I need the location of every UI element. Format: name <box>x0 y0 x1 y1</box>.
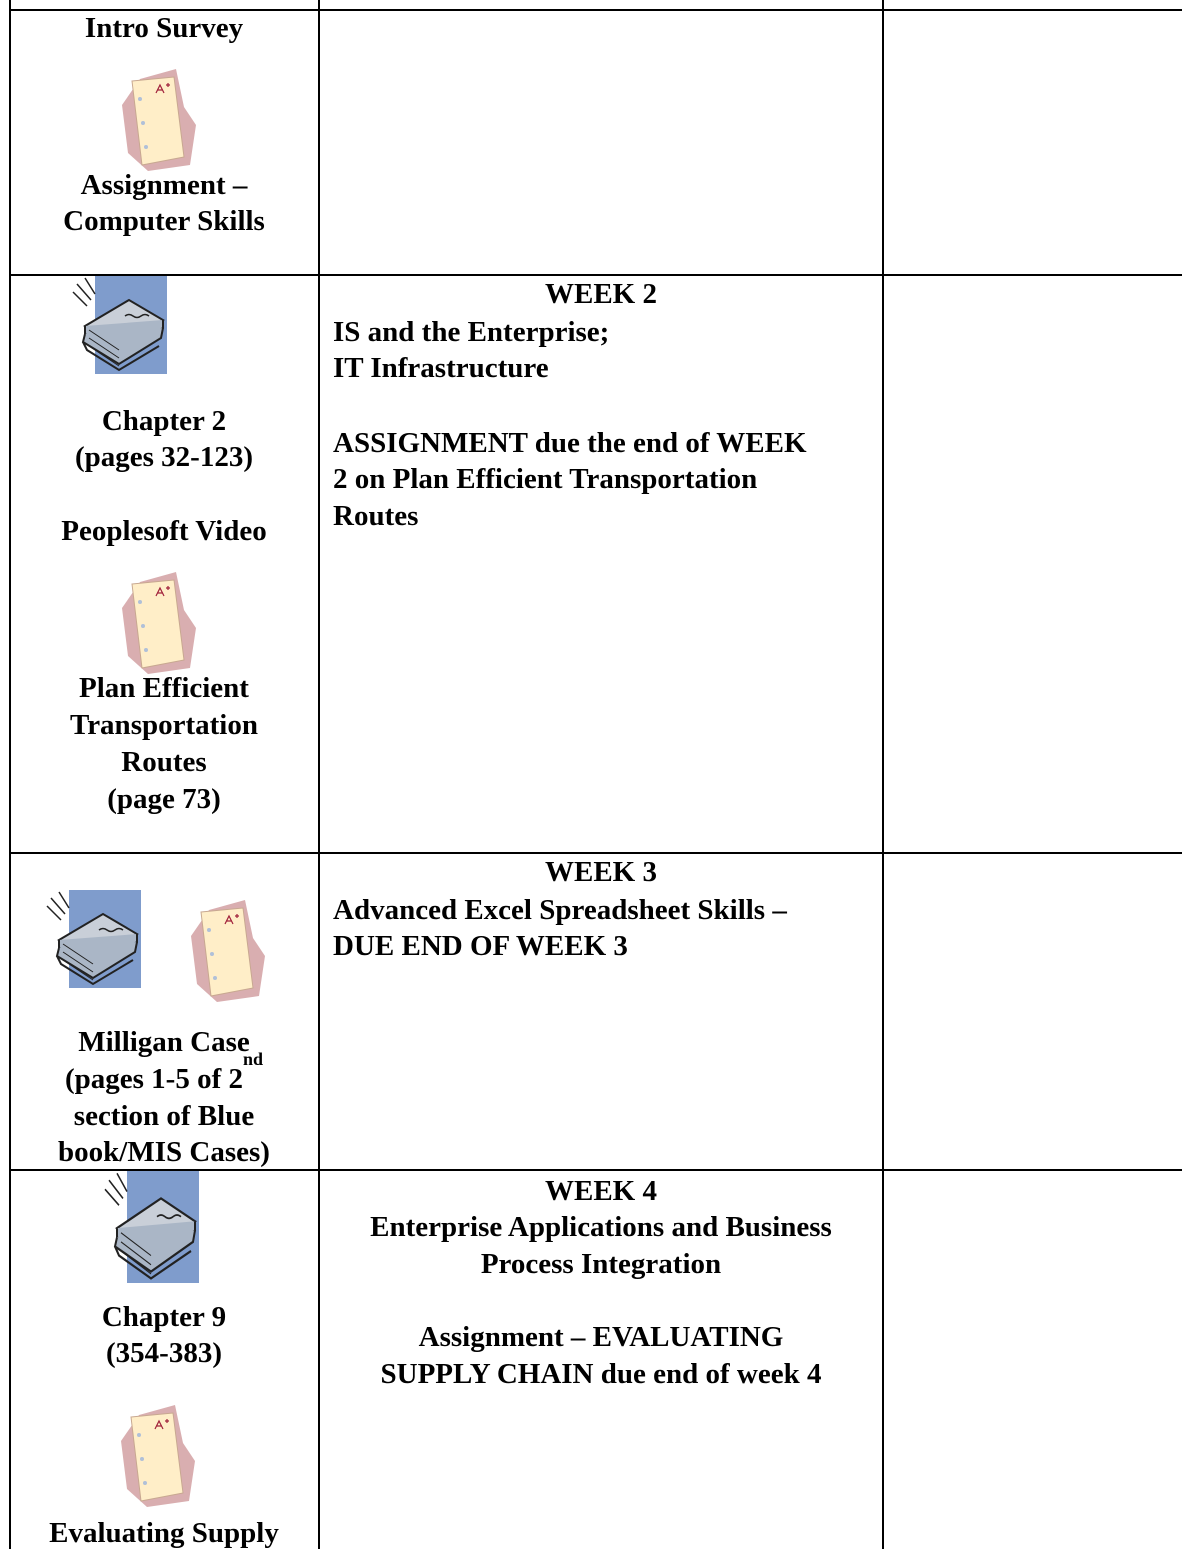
chapter-label: Chapter 9 <box>101 1301 227 1333</box>
case-line3: section of Blue <box>73 1100 255 1132</box>
column-divider-2 <box>882 0 884 1549</box>
graded-paper-icon <box>118 67 200 173</box>
assignment-label-line1: Evaluating Supply <box>49 1517 279 1549</box>
book-stack-icon <box>103 1171 203 1283</box>
row-3-middle-cell <box>321 854 881 1169</box>
graded-paper-icon <box>117 1403 199 1509</box>
topic-line1: Advanced Excel Spreadsheet Skills – <box>333 894 787 926</box>
assignment-line3: Routes <box>333 500 419 532</box>
row-3-left-cell <box>11 854 317 1169</box>
assignment-line2: SUPPLY CHAIN due end of week 4 <box>380 1358 822 1390</box>
graded-paper-icon <box>118 570 200 676</box>
graded-paper-icon <box>187 898 269 1004</box>
assignment-line2: 2 on Plan Efficient Transportation <box>333 463 758 495</box>
column-divider-1 <box>318 0 320 1549</box>
topic-line2: Process Integration <box>480 1248 722 1280</box>
week-heading: WEEK 4 <box>545 1175 657 1207</box>
assignment-label-line2: Transportation <box>70 709 258 741</box>
assignment-label-line2: Computer Skills <box>63 205 265 237</box>
assignment-pages: (page 73) <box>107 783 221 815</box>
case-pages <box>11 1049 317 1098</box>
topic-line1: Enterprise Applications and Business <box>370 1211 832 1243</box>
chapter-pages: (pages 32-123) <box>74 441 253 473</box>
assignment-label-line3: Routes <box>121 746 207 778</box>
topic-line2: DUE END OF WEEK 3 <box>333 930 628 962</box>
assignment-label-line1: Assignment – <box>80 169 248 201</box>
case-pages-ordinal: nd <box>242 1049 264 1069</box>
chapter-label: Chapter 2 <box>101 405 227 437</box>
case-title: Milligan Case <box>78 1026 250 1058</box>
week-heading: WEEK 3 <box>545 856 657 888</box>
case-line4: book/MIS Cases) <box>58 1136 270 1168</box>
assignment-line1: ASSIGNMENT due the end of WEEK <box>333 427 807 459</box>
book-stack-icon <box>45 890 145 988</box>
assignment-label-line1: Plan Efficient <box>79 672 249 704</box>
row-4-middle-cell <box>321 1171 881 1549</box>
intro-survey-label: Intro Survey <box>84 12 244 44</box>
row-2-middle-cell <box>321 276 881 852</box>
row-1-left-cell <box>11 11 317 274</box>
book-stack-icon <box>71 276 171 374</box>
case-pages-text: (pages 1-5 of 2 <box>64 1063 243 1095</box>
chapter-pages: (354-383) <box>106 1337 222 1369</box>
topic-line1: IS and the Enterprise; <box>333 316 610 348</box>
topic-line2: IT Infrastructure <box>333 352 549 384</box>
assignment-line1: Assignment – EVALUATING <box>418 1321 784 1353</box>
video-label: Peoplesoft Video <box>61 515 267 547</box>
week-heading: WEEK 2 <box>545 278 657 310</box>
row-4-left-cell <box>11 1171 317 1549</box>
row-2-left-cell <box>11 276 317 852</box>
